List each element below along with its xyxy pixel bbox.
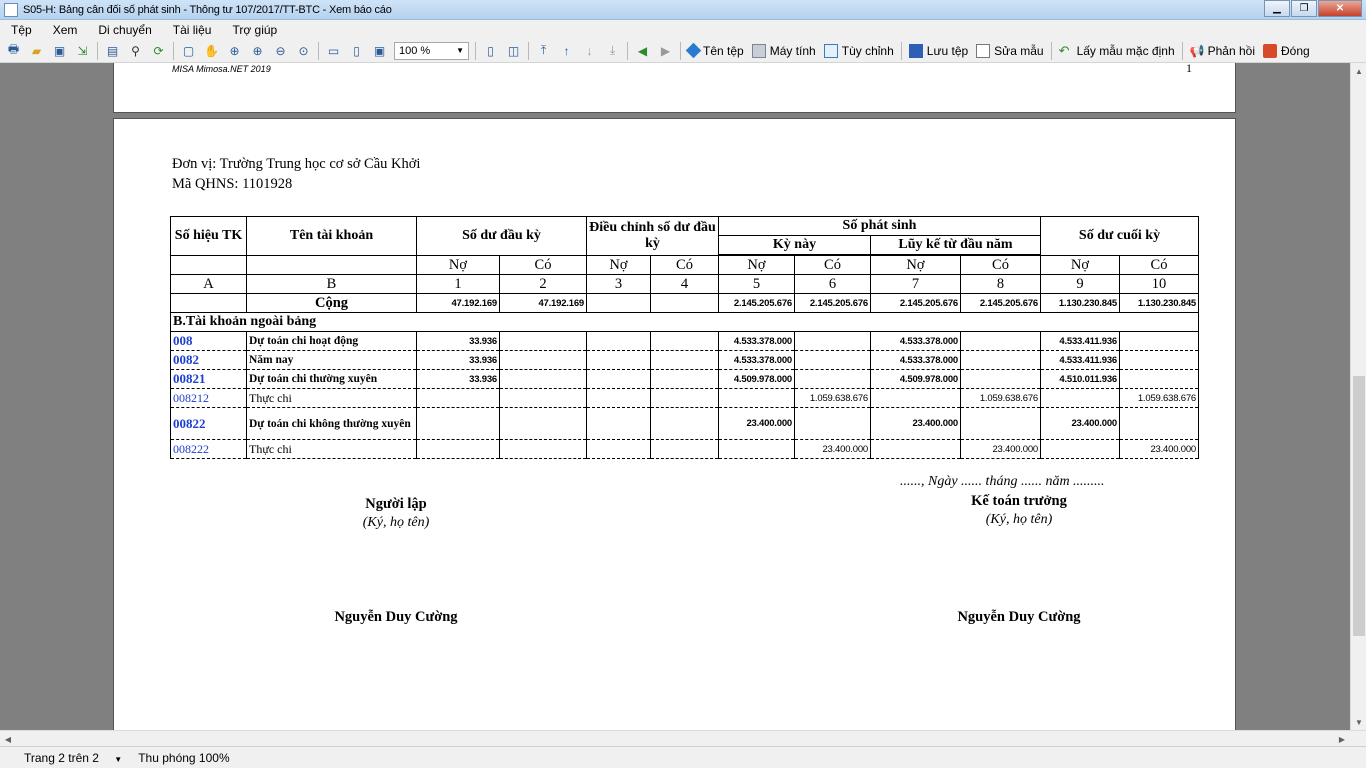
total-value: 2.145.205.676 bbox=[961, 294, 1041, 313]
amount-cell bbox=[587, 389, 651, 408]
amount-cell: 23.400.000 bbox=[1120, 440, 1199, 459]
account-name: Dự toán chi hoạt động bbox=[247, 332, 417, 351]
page-indicator[interactable] bbox=[12, 751, 122, 765]
total-value bbox=[587, 294, 651, 313]
qhns-code: Mã QHNS: 1101928 bbox=[172, 176, 293, 192]
header-transactions: Số phát sinh bbox=[719, 217, 1041, 236]
amount-cell bbox=[795, 351, 871, 370]
total-code bbox=[171, 294, 247, 313]
amount-cell bbox=[587, 351, 651, 370]
feedback-label: Phản hồi bbox=[1207, 43, 1255, 58]
table-icon[interactable]: ▤ bbox=[106, 43, 119, 58]
menu-help[interactable]: Trợ giúp bbox=[232, 22, 278, 37]
zoom-status: Thu phóng 100% bbox=[138, 750, 230, 765]
file-name-button[interactable] bbox=[688, 44, 744, 58]
amount-cell bbox=[795, 332, 871, 351]
customize-button[interactable] bbox=[824, 44, 894, 58]
column-code: 7 bbox=[871, 275, 961, 294]
account-name: Thực chi bbox=[247, 389, 417, 408]
chief-accountant-role: Kế toán trưởng bbox=[971, 493, 1067, 509]
total-value: 2.145.205.676 bbox=[719, 294, 795, 313]
amount-cell bbox=[500, 440, 587, 459]
amount-cell: 4.509.978.000 bbox=[871, 370, 961, 389]
column-code: 2 bbox=[500, 275, 587, 294]
account-row bbox=[171, 408, 1199, 440]
file-name-label: Tên tệp bbox=[703, 43, 744, 58]
amount-cell: 4.510.011.936 bbox=[1041, 370, 1120, 389]
undo-icon: ↶ bbox=[1058, 42, 1070, 58]
toolbar-separator bbox=[318, 42, 319, 60]
amount-cell: 33.936 bbox=[417, 351, 500, 370]
account-rows bbox=[171, 332, 1199, 459]
amount-cell bbox=[500, 332, 587, 351]
header-debit: Nợ bbox=[1041, 256, 1120, 275]
open-folder-icon[interactable]: ▰ bbox=[31, 43, 42, 58]
actual-size-icon[interactable]: ▣ bbox=[373, 43, 386, 58]
column-code: 1 bbox=[417, 275, 500, 294]
page-number: 1 bbox=[1186, 63, 1192, 75]
account-code: 008 bbox=[171, 332, 247, 351]
date-line: ......, Ngày ...... tháng ...... năm ......... bbox=[900, 474, 1105, 489]
column-code: 5 bbox=[719, 275, 795, 294]
column-code-row bbox=[171, 275, 1199, 294]
amount-cell bbox=[417, 389, 500, 408]
account-code: 008222 bbox=[171, 440, 247, 459]
section-row bbox=[171, 313, 1199, 332]
page-1 bbox=[113, 63, 1236, 113]
app-icon bbox=[4, 3, 18, 17]
scroll-right-icon[interactable]: ▶ bbox=[1338, 734, 1346, 744]
account-code: 008212 bbox=[171, 389, 247, 408]
multi-page-icon[interactable]: ◫ bbox=[507, 43, 520, 58]
vertical-scroll-thumb[interactable] bbox=[1353, 376, 1365, 636]
edit-icon bbox=[976, 44, 990, 58]
amount-cell bbox=[500, 389, 587, 408]
account-row bbox=[171, 440, 1199, 459]
preparer-note: (Ký, họ tên) bbox=[362, 515, 430, 530]
header-credit: Có bbox=[500, 256, 587, 275]
title-bar bbox=[0, 0, 1366, 20]
amount-cell bbox=[651, 440, 719, 459]
calculator-icon bbox=[752, 44, 766, 58]
amount-cell bbox=[587, 370, 651, 389]
account-code: 0082 bbox=[171, 351, 247, 370]
floppy-icon bbox=[909, 44, 923, 58]
page-width-icon[interactable]: ▭ bbox=[327, 43, 340, 58]
toolbar-separator bbox=[901, 42, 902, 60]
save-icon[interactable]: ▣ bbox=[53, 43, 66, 58]
forward-icon[interactable]: ▶ bbox=[660, 43, 671, 58]
amount-cell bbox=[651, 389, 719, 408]
header-debit: Nợ bbox=[417, 256, 500, 275]
column-code: 8 bbox=[961, 275, 1041, 294]
close-window-button[interactable]: ✕ bbox=[1318, 0, 1362, 17]
menu-document[interactable]: Tài liệu bbox=[172, 22, 212, 37]
first-page-icon[interactable]: ⤒ bbox=[540, 43, 547, 57]
amount-cell bbox=[1120, 370, 1199, 389]
account-name: Dự toán chi thường xuyên bbox=[247, 370, 417, 389]
previous-page-icon[interactable]: ↑ bbox=[563, 43, 570, 58]
zoom-fit-icon[interactable]: ⊙ bbox=[298, 43, 309, 58]
header-placeholder bbox=[247, 256, 417, 275]
report-viewport bbox=[0, 63, 1350, 730]
amount-cell bbox=[961, 408, 1041, 440]
amount-cell: 23.400.000 bbox=[1041, 408, 1120, 440]
zoom-select[interactable] bbox=[394, 42, 469, 60]
page-indicator-label: Trang 2 trên 2 bbox=[24, 750, 99, 765]
amount-cell: 4.533.378.000 bbox=[719, 332, 795, 351]
amount-cell: 1.059.638.676 bbox=[961, 389, 1041, 408]
preparer-role: Người lập bbox=[365, 496, 427, 512]
amount-cell bbox=[961, 332, 1041, 351]
amount-cell bbox=[651, 370, 719, 389]
amount-cell bbox=[587, 408, 651, 440]
info-icon bbox=[686, 43, 702, 59]
amount-cell: 4.533.378.000 bbox=[719, 351, 795, 370]
amount-cell bbox=[719, 389, 795, 408]
scroll-up-icon[interactable]: ▲ bbox=[1355, 66, 1363, 76]
restore-button[interactable]: ❐ bbox=[1291, 0, 1317, 17]
header-debit: Nợ bbox=[587, 256, 651, 275]
header-account-name: Tên tài khoản bbox=[247, 217, 417, 256]
edit-template-label: Sửa mẫu bbox=[994, 43, 1044, 58]
status-bar bbox=[0, 746, 1366, 768]
amount-cell: 4.533.411.936 bbox=[1041, 351, 1120, 370]
amount-cell bbox=[500, 408, 587, 440]
header-account-code: Số hiệu TK bbox=[171, 217, 247, 256]
whole-page-icon[interactable]: ▯ bbox=[353, 43, 360, 58]
toolbar-separator bbox=[627, 42, 628, 60]
chief-accountant-name: Nguyễn Duy Cường bbox=[957, 609, 1081, 625]
toolbar-separator bbox=[528, 42, 529, 60]
chevron-down-icon: ▼ bbox=[114, 754, 123, 764]
amount-cell: 33.936 bbox=[417, 332, 500, 351]
total-value: 2.145.205.676 bbox=[871, 294, 961, 313]
total-label: Cộng bbox=[247, 294, 417, 313]
amount-cell bbox=[417, 408, 500, 440]
next-page-icon[interactable]: ↓ bbox=[586, 43, 593, 58]
total-value: 1.130.230.845 bbox=[1120, 294, 1199, 313]
default-template-button[interactable] bbox=[1059, 44, 1175, 58]
header-adjustment: Điều chỉnh số dư đầu kỳ bbox=[587, 217, 719, 256]
amount-cell bbox=[1041, 389, 1120, 408]
toolbar-separator bbox=[97, 42, 98, 60]
amount-cell bbox=[587, 332, 651, 351]
scroll-left-icon[interactable]: ◀ bbox=[4, 734, 12, 744]
window-controls bbox=[1263, 0, 1362, 17]
amount-cell bbox=[1041, 440, 1120, 459]
account-name: Thực chi bbox=[247, 440, 417, 459]
amount-cell: 4.533.378.000 bbox=[871, 351, 961, 370]
account-row bbox=[171, 370, 1199, 389]
refresh-icon[interactable]: ⟳ bbox=[153, 43, 164, 58]
customize-icon bbox=[824, 44, 838, 58]
menu-bar bbox=[0, 20, 1366, 39]
unit-name: Đơn vị: Trường Trung học cơ sở Cầu Khởi bbox=[172, 156, 421, 172]
window-title: S05-H: Bảng cân đối số phát sinh - Thông tư 107/2017/TT-BTC - Xem báo cáo bbox=[23, 3, 392, 16]
amount-cell bbox=[500, 351, 587, 370]
amount-cell bbox=[651, 408, 719, 440]
vertical-scrollbar[interactable] bbox=[1350, 63, 1366, 730]
amount-cell bbox=[871, 389, 961, 408]
zoom-icon[interactable]: ⊕ bbox=[229, 43, 240, 58]
account-name: Năm nay bbox=[247, 351, 417, 370]
column-code: B bbox=[247, 275, 417, 294]
column-code: 6 bbox=[795, 275, 871, 294]
amount-cell bbox=[719, 440, 795, 459]
close-label: Đóng bbox=[1281, 43, 1310, 58]
section-title: B.Tài khoản ngoài bảng bbox=[171, 313, 1199, 332]
amount-cell: 23.400.000 bbox=[871, 408, 961, 440]
chief-accountant-note: (Ký, họ tên) bbox=[985, 512, 1053, 527]
header-credit: Có bbox=[795, 256, 871, 275]
account-code: 00821 bbox=[171, 370, 247, 389]
scroll-down-icon[interactable]: ▼ bbox=[1355, 717, 1363, 727]
hand-tool-icon[interactable]: ✋ bbox=[204, 43, 219, 58]
toolbar-separator bbox=[475, 42, 476, 60]
account-row bbox=[171, 389, 1199, 408]
customize-label: Tùy chỉnh bbox=[841, 43, 894, 58]
menu-file[interactable]: Tệp bbox=[11, 22, 32, 37]
minimize-button[interactable]: ▁ bbox=[1264, 0, 1290, 17]
amount-cell bbox=[1120, 351, 1199, 370]
megaphone-icon: 📢 bbox=[1189, 43, 1205, 58]
single-page-icon[interactable]: ▯ bbox=[487, 43, 494, 58]
calculator-label: Máy tính bbox=[769, 43, 816, 58]
power-icon bbox=[1263, 44, 1277, 58]
close-button[interactable] bbox=[1263, 44, 1310, 58]
page-2 bbox=[113, 118, 1236, 730]
total-value: 47.192.169 bbox=[500, 294, 587, 313]
amount-cell bbox=[795, 408, 871, 440]
save-file-label: Lưu tệp bbox=[926, 43, 969, 58]
account-row bbox=[171, 332, 1199, 351]
last-page-icon[interactable]: ⤓ bbox=[609, 43, 616, 57]
export-icon[interactable]: ⇲ bbox=[77, 43, 88, 58]
amount-cell bbox=[1120, 332, 1199, 351]
toolbar bbox=[0, 39, 1366, 63]
toolbar-separator bbox=[680, 42, 681, 60]
account-row bbox=[171, 351, 1199, 370]
header-debit: Nợ bbox=[871, 256, 961, 275]
amount-cell bbox=[651, 351, 719, 370]
menu-view[interactable]: Xem bbox=[52, 22, 78, 37]
chief-accountant-signature bbox=[919, 493, 1119, 626]
amount-cell bbox=[961, 370, 1041, 389]
account-name: Dự toán chi không thường xuyên bbox=[247, 408, 417, 440]
amount-cell bbox=[500, 370, 587, 389]
find-icon[interactable]: ⚲ bbox=[131, 43, 140, 58]
zoom-in-icon[interactable]: ⊕ bbox=[252, 43, 263, 58]
header-credit: Có bbox=[651, 256, 719, 275]
zoom-value: 100 % bbox=[399, 44, 431, 57]
back-icon[interactable]: ◀ bbox=[637, 43, 648, 58]
total-value: 2.145.205.676 bbox=[795, 294, 871, 313]
amount-cell: 23.400.000 bbox=[795, 440, 871, 459]
header-closing-balance: Số dư cuối kỳ bbox=[1041, 217, 1199, 256]
column-code: 4 bbox=[651, 275, 719, 294]
amount-cell: 4.533.378.000 bbox=[871, 332, 961, 351]
edit-template-button[interactable] bbox=[976, 44, 1043, 58]
amount-cell bbox=[961, 351, 1041, 370]
total-value: 1.130.230.845 bbox=[1041, 294, 1120, 313]
footer-brand: MISA Mimosa.NET 2019 bbox=[172, 64, 271, 74]
feedback-button[interactable] bbox=[1190, 44, 1255, 58]
column-code: 10 bbox=[1120, 275, 1199, 294]
amount-cell: 1.059.638.676 bbox=[795, 389, 871, 408]
amount-cell bbox=[871, 440, 961, 459]
menu-navigate[interactable]: Di chuyển bbox=[98, 22, 152, 37]
amount-cell: 23.400.000 bbox=[961, 440, 1041, 459]
preview-icon[interactable]: ▢ bbox=[182, 43, 195, 58]
default-template-label: Lấy mẫu mặc định bbox=[1076, 43, 1175, 58]
amount-cell bbox=[1120, 408, 1199, 440]
amount-cell: 1.059.638.676 bbox=[1120, 389, 1199, 408]
toolbar-separator bbox=[1182, 42, 1183, 60]
column-code: 3 bbox=[587, 275, 651, 294]
total-value bbox=[651, 294, 719, 313]
header-year-to-date: Lũy kế từ đầu năm bbox=[871, 236, 1041, 255]
amount-cell bbox=[795, 370, 871, 389]
amount-cell: 4.533.411.936 bbox=[1041, 332, 1120, 351]
print-icon[interactable]: 🖶 bbox=[7, 42, 20, 56]
horizontal-scrollbar[interactable] bbox=[0, 730, 1366, 746]
preparer-name: Nguyễn Duy Cường bbox=[334, 609, 458, 625]
amount-cell bbox=[417, 440, 500, 459]
header-placeholder bbox=[171, 256, 247, 275]
header-opening-balance: Số dư đầu kỳ bbox=[417, 217, 587, 256]
header-credit: Có bbox=[1120, 256, 1199, 275]
header-this-period: Kỳ này bbox=[719, 236, 871, 255]
balance-table bbox=[170, 216, 1199, 459]
header-debit: Nợ bbox=[719, 256, 795, 275]
zoom-out-icon[interactable]: ⊖ bbox=[275, 43, 286, 58]
preparer-signature bbox=[296, 496, 496, 626]
account-code: 00822 bbox=[171, 408, 247, 440]
amount-cell bbox=[651, 332, 719, 351]
header-credit: Có bbox=[961, 256, 1041, 275]
toolbar-separator bbox=[1051, 42, 1052, 60]
chevron-down-icon: ▼ bbox=[456, 46, 464, 55]
total-value: 47.192.169 bbox=[417, 294, 500, 313]
calculator-button[interactable] bbox=[752, 44, 816, 58]
save-file-button[interactable] bbox=[909, 44, 968, 58]
column-code: 9 bbox=[1041, 275, 1120, 294]
amount-cell bbox=[587, 440, 651, 459]
column-code: A bbox=[171, 275, 247, 294]
toolbar-separator bbox=[173, 42, 174, 60]
total-row bbox=[171, 294, 1199, 313]
amount-cell: 4.509.978.000 bbox=[719, 370, 795, 389]
amount-cell: 23.400.000 bbox=[719, 408, 795, 440]
amount-cell: 33.936 bbox=[417, 370, 500, 389]
